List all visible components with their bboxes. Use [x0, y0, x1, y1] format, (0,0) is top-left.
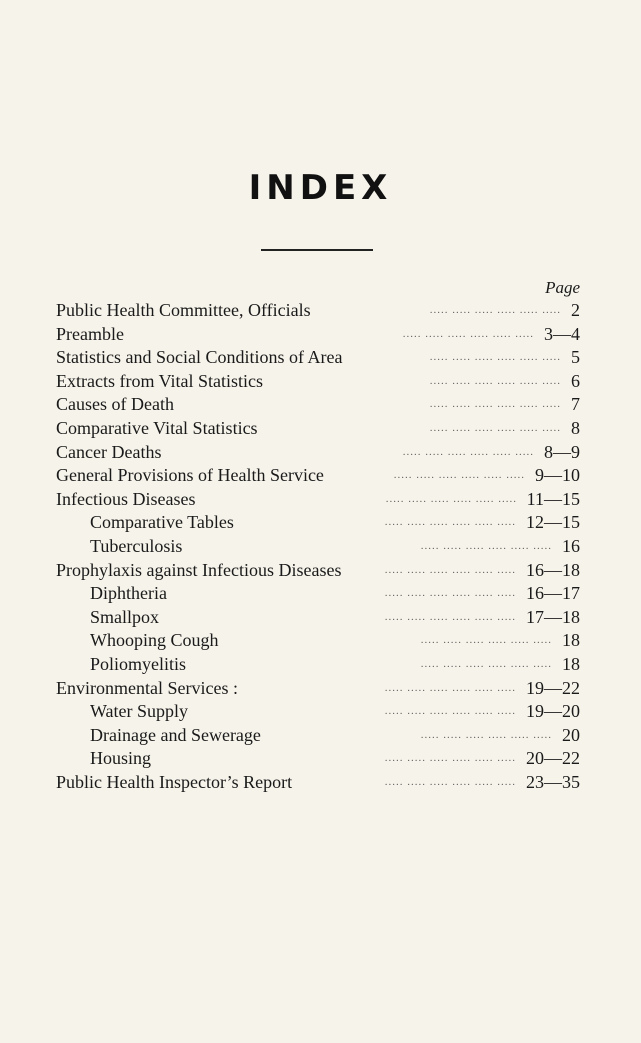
dot-leader: ..... ..... ..... ..... ..... .....	[384, 752, 516, 765]
entry-label: Poliomyelitis	[90, 653, 187, 674]
entry-label: Comparative Tables	[90, 512, 234, 533]
dot-leader: ..... ..... ..... ..... ..... .....	[384, 587, 516, 600]
entry-label: Environmental Services :	[56, 677, 238, 698]
dot-leader: ..... ..... ..... ..... ..... .....	[420, 657, 552, 670]
dot-leader: ..... ..... ..... ..... ..... .....	[393, 469, 525, 482]
entry-page-number: 8	[571, 417, 580, 438]
entry-page-number: 3—4	[544, 323, 580, 344]
index-entry	[56, 299, 580, 323]
entry-label: Preamble	[56, 323, 124, 344]
dot-leader: ..... ..... ..... ..... ..... .....	[384, 516, 516, 529]
entry-label: Statistics and Social Conditions of Area	[56, 347, 343, 368]
entry-label: Public Health Committee, Officials	[56, 300, 311, 320]
index-entry	[56, 464, 580, 488]
index-entry	[56, 629, 580, 653]
entry-page-number: 7	[571, 394, 580, 415]
entry-label: Tuberculosis	[90, 535, 183, 556]
entry-page-number: 23—35	[526, 771, 580, 792]
entry-page-number: 20	[562, 724, 580, 745]
index-entry	[56, 323, 580, 347]
dot-leader: ..... ..... ..... ..... ..... .....	[384, 775, 516, 788]
entry-page-number: 19—22	[526, 677, 580, 698]
dot-leader: ..... ..... ..... ..... ..... .....	[384, 681, 516, 694]
index-entry	[56, 417, 580, 441]
entry-label: Housing	[90, 748, 152, 769]
index-entry	[56, 582, 580, 606]
entry-page-number: 12—15	[526, 512, 580, 533]
dot-leader: ..... ..... ..... ..... ..... .....	[402, 327, 534, 340]
index-entry	[56, 747, 580, 771]
index-entry	[56, 393, 580, 417]
dot-leader: ..... ..... ..... ..... ..... .....	[385, 492, 517, 505]
entry-page-number: 5	[571, 347, 580, 368]
entry-page-number: 8—9	[544, 441, 580, 462]
entry-label: Causes of Death	[56, 394, 174, 415]
entry-page-number: 18	[562, 653, 580, 674]
dot-leader: ..... ..... ..... ..... ..... .....	[420, 634, 552, 647]
entry-label: General Provisions of Health Service	[56, 465, 324, 486]
entry-page-number: 2	[571, 300, 580, 320]
title-rule	[261, 249, 373, 251]
index-entry	[56, 488, 580, 512]
entry-label: Drainage and Sewerage	[90, 724, 261, 745]
index-entry	[56, 653, 580, 677]
dot-leader: ..... ..... ..... ..... ..... .....	[402, 445, 534, 458]
entry-page-number: 9—10	[535, 465, 580, 486]
index-entry	[56, 771, 580, 795]
dot-leader: ..... ..... ..... ..... ..... .....	[429, 351, 561, 364]
entry-label: Comparative Vital Statistics	[56, 417, 258, 438]
index-entry	[56, 346, 580, 370]
entry-label: Prophylaxis against Infectious Diseases	[56, 559, 342, 580]
entry-label: Cancer Deaths	[56, 441, 162, 462]
entry-page-number: 17—18	[526, 606, 580, 627]
entry-page-number: 19—20	[526, 701, 580, 722]
entry-page-number: 20—22	[526, 748, 580, 769]
entry-page-number: 16—18	[526, 559, 580, 580]
dot-leader: ..... ..... ..... ..... ..... .....	[429, 398, 561, 411]
index-entry	[56, 677, 580, 701]
page-column-heading: Page	[545, 278, 580, 297]
dot-leader: ..... ..... ..... ..... ..... .....	[384, 563, 516, 576]
index-entry	[56, 606, 580, 630]
dot-leader: ..... ..... ..... ..... ..... .....	[429, 374, 561, 387]
dot-leader: ..... ..... ..... ..... ..... .....	[420, 539, 552, 552]
entry-label: Infectious Diseases	[56, 488, 196, 509]
entry-label: Water Supply	[90, 701, 189, 722]
entry-page-number: 16—17	[526, 583, 580, 604]
entry-label: Smallpox	[90, 606, 160, 627]
dot-leader: ..... ..... ..... ..... ..... .....	[429, 421, 561, 434]
index-entry	[56, 441, 580, 465]
entry-label: Whooping Cough	[90, 630, 219, 651]
index-entry	[56, 370, 580, 394]
dot-leader: ..... ..... ..... ..... ..... .....	[384, 705, 516, 718]
dot-leader: ..... ..... ..... ..... ..... .....	[429, 304, 561, 316]
index-entry	[56, 535, 580, 559]
index-entry	[56, 559, 580, 583]
entry-page-number: 6	[571, 370, 580, 391]
entry-label: Public Health Inspector’s Report	[56, 771, 293, 792]
index-entry	[56, 724, 580, 748]
entry-label: Extracts from Vital Statistics	[56, 370, 264, 391]
entry-page-number: 11—15	[526, 488, 580, 509]
entry-label: Diphtheria	[90, 583, 167, 604]
index-entry	[56, 511, 580, 535]
entry-page-number: 16	[562, 535, 580, 556]
dot-leader: ..... ..... ..... ..... ..... .....	[384, 610, 516, 623]
entry-page-number: 18	[562, 630, 580, 651]
dot-leader: ..... ..... ..... ..... ..... .....	[420, 728, 552, 741]
index-entry	[56, 700, 580, 724]
index-list	[56, 299, 580, 794]
page-title: INDEX	[248, 168, 393, 208]
